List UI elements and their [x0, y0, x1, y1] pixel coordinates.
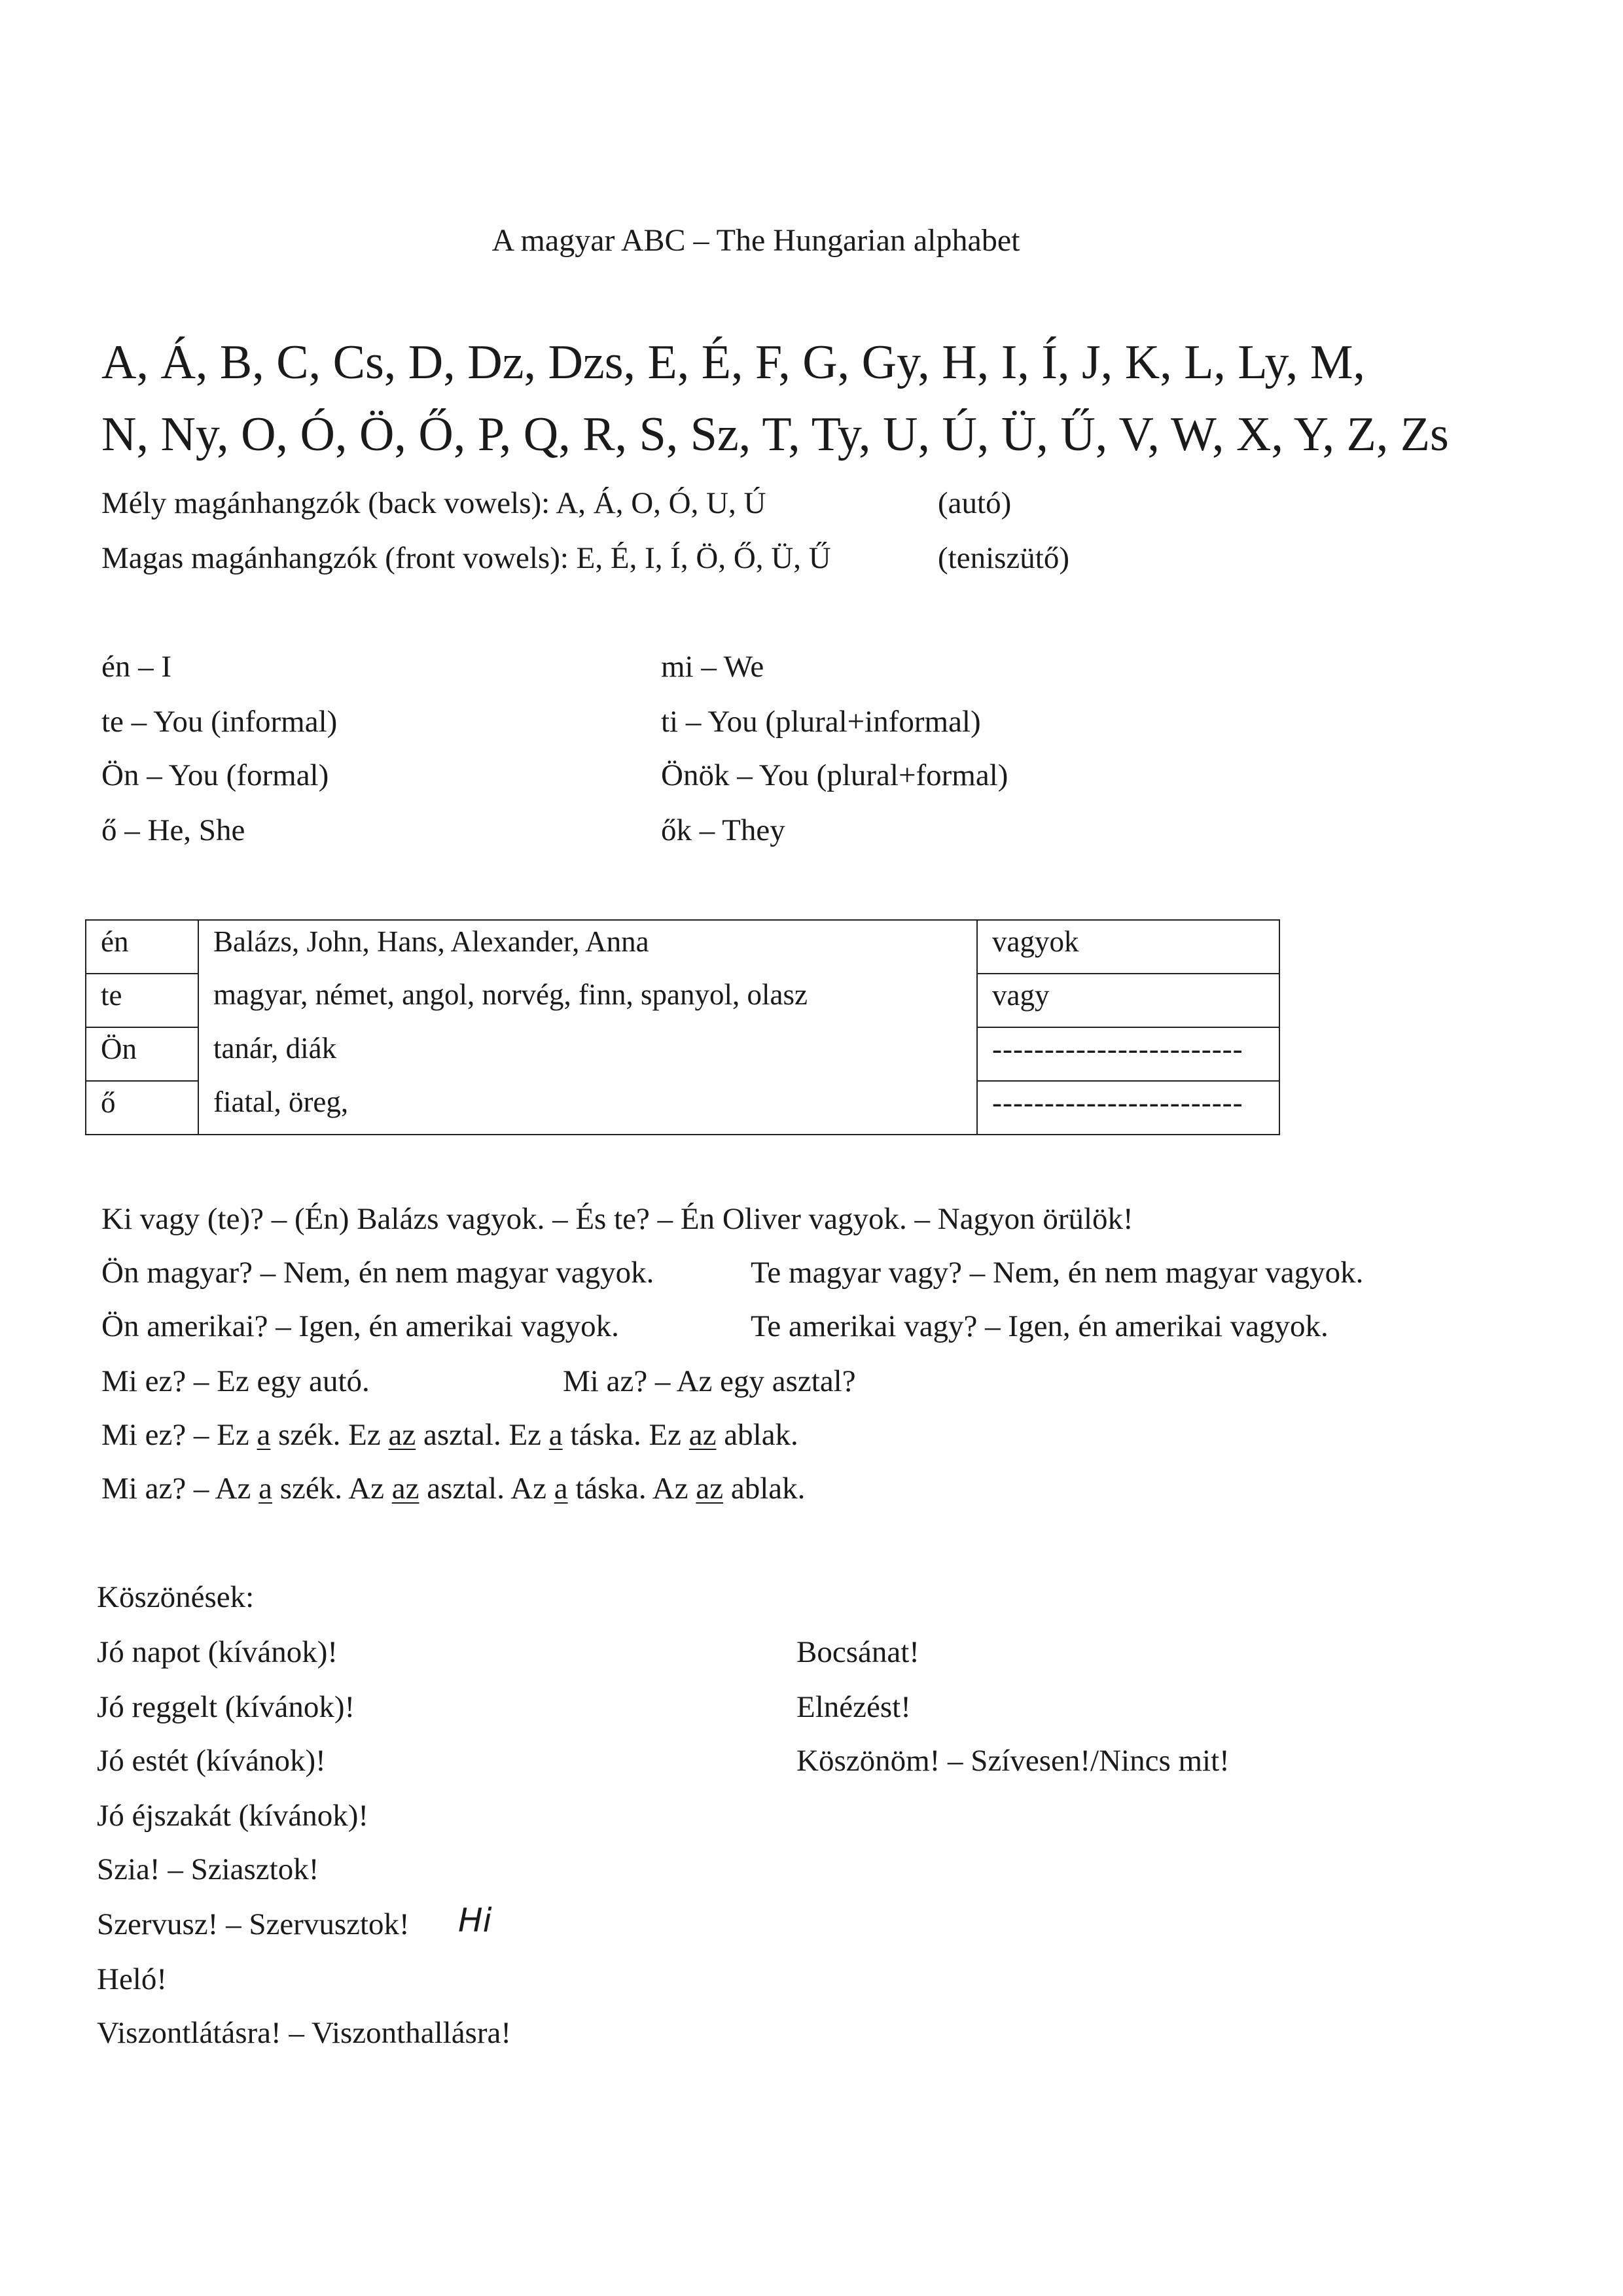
pronoun-plural: Önök – You (plural+formal): [661, 758, 1008, 792]
dialogue-line: Mi ez? – Ez egy autó.: [101, 1364, 370, 1398]
greeting-item: Bocsánat!: [796, 1635, 919, 1669]
front-vowels-label: Magas magánhangzók (front vowels): E, É, I, Í, Ö, Ő, Ü, Ű: [101, 541, 831, 575]
dialogue-line: Mi az? – Az egy asztal?: [563, 1364, 856, 1398]
dialogue-line-articles-near: Mi ez? – Ez a szék. Ez az asztal. Ez a táska. Ez az ablak.: [101, 1418, 798, 1452]
dialogue-line: Te magyar vagy? – Nem, én nem magyar vagyok.: [751, 1256, 1364, 1290]
article-underlined: az: [388, 1418, 416, 1452]
dialogue-line: Ön amerikai? – Igen, én amerikai vagyok.: [101, 1309, 619, 1343]
pronoun-plural: ti – You (plural+informal): [661, 705, 981, 739]
greeting-item: Jó reggelt (kívánok)!: [97, 1690, 355, 1724]
article-underlined: a: [548, 1418, 563, 1452]
table-cell-words: Balázs, John, Hans, Alexander, Anna: [198, 920, 977, 974]
table-cell-pronoun: én: [86, 920, 198, 974]
table-cell-verb: ------------------------: [977, 1081, 1279, 1135]
greeting-item: Jó napot (kívánok)!: [97, 1635, 338, 1669]
table-cell-verb: vagy: [977, 974, 1279, 1027]
greeting-item: Köszönöm! – Szívesen!/Nincs mit!: [796, 1744, 1230, 1778]
table-cell-verb: vagyok: [977, 920, 1279, 974]
article-underlined: a: [554, 1472, 568, 1506]
pronoun-singular: én – I: [101, 650, 172, 684]
alphabet-line-2: N, Ny, O, Ó, Ö, Ő, P, Q, R, S, Sz, T, Ty, U, Ú, Ü, Ű, V, W, X, Y, Z, Zs: [101, 408, 1449, 461]
article-underlined: az: [696, 1472, 724, 1506]
front-vowels-example: (teniszütő): [938, 541, 1069, 575]
article-underlined: a: [257, 1418, 271, 1452]
table-cell-words: tanár, diák: [198, 1027, 977, 1081]
back-vowels-example: (autó): [938, 486, 1012, 520]
pronoun-plural: ők – They: [661, 813, 785, 847]
table-cell-pronoun: ő: [86, 1081, 198, 1135]
pronoun-singular: ő – He, She: [101, 813, 245, 847]
table-cell-verb: ------------------------: [977, 1027, 1279, 1081]
dialogue-line-articles-far: Mi az? – Az a szék. Az az asztal. Az a táska. Az az ablak.: [101, 1472, 806, 1506]
page-title: A magyar ABC – The Hungarian alphabet: [491, 223, 1020, 258]
conjugation-table: [85, 919, 1280, 1135]
greeting-item: Heló!: [97, 1962, 168, 1996]
article-underlined: az: [391, 1472, 419, 1506]
table-cell-words: fiatal, öreg,: [198, 1081, 977, 1135]
alphabet-line-1: A, Á, B, C, Cs, D, Dz, Dzs, E, É, F, G, Gy, H, I, Í, J, K, L, Ly, M,: [101, 336, 1366, 389]
pronoun-singular: Ön – You (formal): [101, 758, 329, 792]
greeting-item: Jó éjszakát (kívánok)!: [97, 1799, 369, 1833]
greetings-heading: Köszönések:: [97, 1580, 255, 1614]
table-cell-pronoun: te: [86, 974, 198, 1027]
table-cell-words: magyar, német, angol, norvég, finn, spanyol, olasz: [198, 974, 977, 1027]
back-vowels-label: Mély magánhangzók (back vowels): A, Á, O, Ó, U, Ú: [101, 486, 766, 520]
table-cell-pronoun: Ön: [86, 1027, 198, 1081]
dialogue-line: Ön magyar? – Nem, én nem magyar vagyok.: [101, 1256, 654, 1290]
table-row: [86, 920, 1279, 974]
pronoun-plural: mi – We: [661, 650, 764, 684]
table-row: [86, 1027, 1279, 1081]
article-underlined: az: [688, 1418, 717, 1452]
dialogue-line: Te amerikai vagy? – Igen, én amerikai vagyok.: [751, 1309, 1329, 1343]
table-row: [86, 1081, 1279, 1135]
pronoun-singular: te – You (informal): [101, 705, 338, 739]
handwritten-note: Hi: [458, 1901, 492, 1939]
greeting-item: Viszontlátásra! – Viszonthallásra!: [97, 2016, 512, 2050]
greeting-item: Elnézést!: [796, 1690, 911, 1724]
greeting-item: Jó estét (kívánok)!: [97, 1744, 326, 1778]
dialogue-line: Ki vagy (te)? – (Én) Balázs vagyok. – És te? – Én Oliver vagyok. – Nagyon örülök!: [101, 1202, 1133, 1236]
table-row: [86, 974, 1279, 1027]
article-underlined: a: [259, 1472, 273, 1506]
greeting-item: Szervusz! – Szervusztok!: [97, 1907, 410, 1941]
greeting-item: Szia! – Sziasztok!: [97, 1852, 319, 1886]
